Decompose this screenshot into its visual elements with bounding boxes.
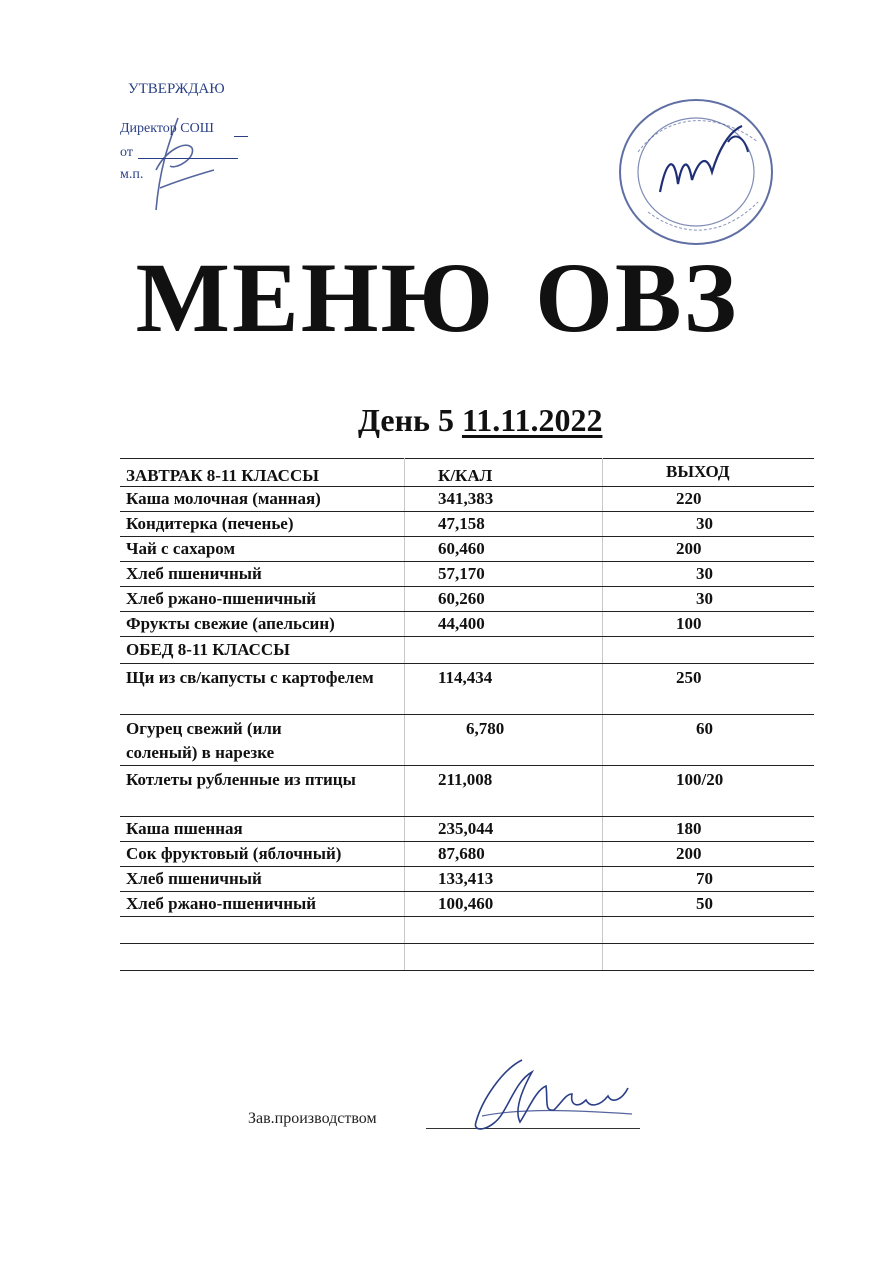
day-date: 11.11.2022 (461, 402, 603, 438)
page-title (0, 242, 874, 353)
row-output: 30 (696, 564, 713, 583)
row-kcal: 6,780 (466, 719, 505, 738)
date-from-label: от (120, 145, 133, 160)
table-row-empty (120, 917, 814, 944)
row-output: 70 (696, 869, 713, 888)
day-heading (358, 402, 602, 439)
production-head-signature (462, 1050, 642, 1140)
row-kcal: 114,434 (438, 668, 493, 687)
row-output: 100 (676, 614, 702, 633)
row-name: Хлеб пшеничный (126, 869, 262, 888)
table-row-empty (120, 944, 814, 971)
table-row (120, 892, 814, 917)
table-row (120, 537, 814, 562)
row-kcal: 235,044 (438, 819, 494, 838)
section-row-lunch (120, 637, 814, 664)
row-name: Кондитерка (печенье) (126, 514, 294, 533)
production-head-label: Зав.производством (248, 1110, 377, 1127)
row-name: Чай с сахаром (126, 539, 236, 558)
director-signature (130, 110, 230, 220)
row-output: 50 (696, 894, 713, 913)
table-row (120, 664, 814, 715)
row-output: 100/20 (676, 770, 724, 789)
row-kcal: 133,413 (438, 869, 494, 888)
table-row (120, 562, 814, 587)
header-name: ЗАВТРАК 8-11 КЛАССЫ (126, 466, 319, 485)
table-row (120, 487, 814, 512)
row-name: Огурец свежий (или соленый) в нарезке (126, 719, 282, 762)
table-row (120, 587, 814, 612)
row-output: 60 (696, 719, 713, 738)
header-kcal: К/КАЛ (438, 466, 493, 485)
table-row (120, 867, 814, 892)
seal-place-label: м.п. (120, 167, 144, 182)
row-name: Каша пшенная (126, 819, 243, 838)
menu-table (120, 458, 814, 971)
row-kcal: 211,008 (438, 770, 493, 789)
table-row (120, 715, 814, 766)
row-name: Хлеб ржано-пшеничный (126, 589, 317, 608)
row-name: Сок фруктовый (яблочный) (126, 844, 342, 863)
row-kcal: 57,170 (438, 564, 485, 583)
row-kcal: 100,460 (438, 894, 494, 913)
header-output: ВЫХОД (666, 462, 730, 481)
section-label: ОБЕД 8-11 КЛАССЫ (126, 640, 290, 659)
row-name: Каша молочная (манная) (126, 489, 321, 508)
row-kcal: 60,460 (438, 539, 485, 558)
row-name: Хлеб пшеничный (126, 564, 262, 583)
row-name: Котлеты рубленные из птицы (126, 770, 356, 789)
table-row (120, 842, 814, 867)
row-output: 200 (676, 539, 702, 558)
table-row (120, 512, 814, 537)
table-row (120, 612, 814, 637)
table-row (120, 817, 814, 842)
day-label: День 5 (358, 402, 454, 438)
row-name: Хлеб ржано-пшеничный (126, 894, 317, 913)
row-name: Фрукты свежие (апельсин) (126, 614, 335, 633)
table-header-row (120, 458, 814, 487)
row-output: 200 (676, 844, 702, 863)
title-word-menu: МЕНЮ (135, 242, 496, 353)
row-output: 220 (676, 489, 702, 508)
row-kcal: 341,383 (438, 489, 494, 508)
director-line (234, 136, 248, 137)
table-row (120, 766, 814, 817)
approve-label: УТВЕРЖДАЮ (128, 81, 225, 97)
row-output: 30 (696, 589, 713, 608)
director-label: Директор СОШ (120, 121, 214, 136)
row-name: Щи из св/капусты с картофелем (126, 668, 374, 687)
row-kcal: 87,680 (438, 844, 485, 863)
row-kcal: 47,158 (438, 514, 485, 533)
row-output: 180 (676, 819, 702, 838)
round-stamp (608, 92, 784, 252)
row-kcal: 60,260 (438, 589, 485, 608)
row-output: 30 (696, 514, 713, 533)
row-output: 250 (676, 668, 702, 687)
title-word-ovz: ОВЗ (535, 242, 739, 353)
row-kcal: 44,400 (438, 614, 485, 633)
